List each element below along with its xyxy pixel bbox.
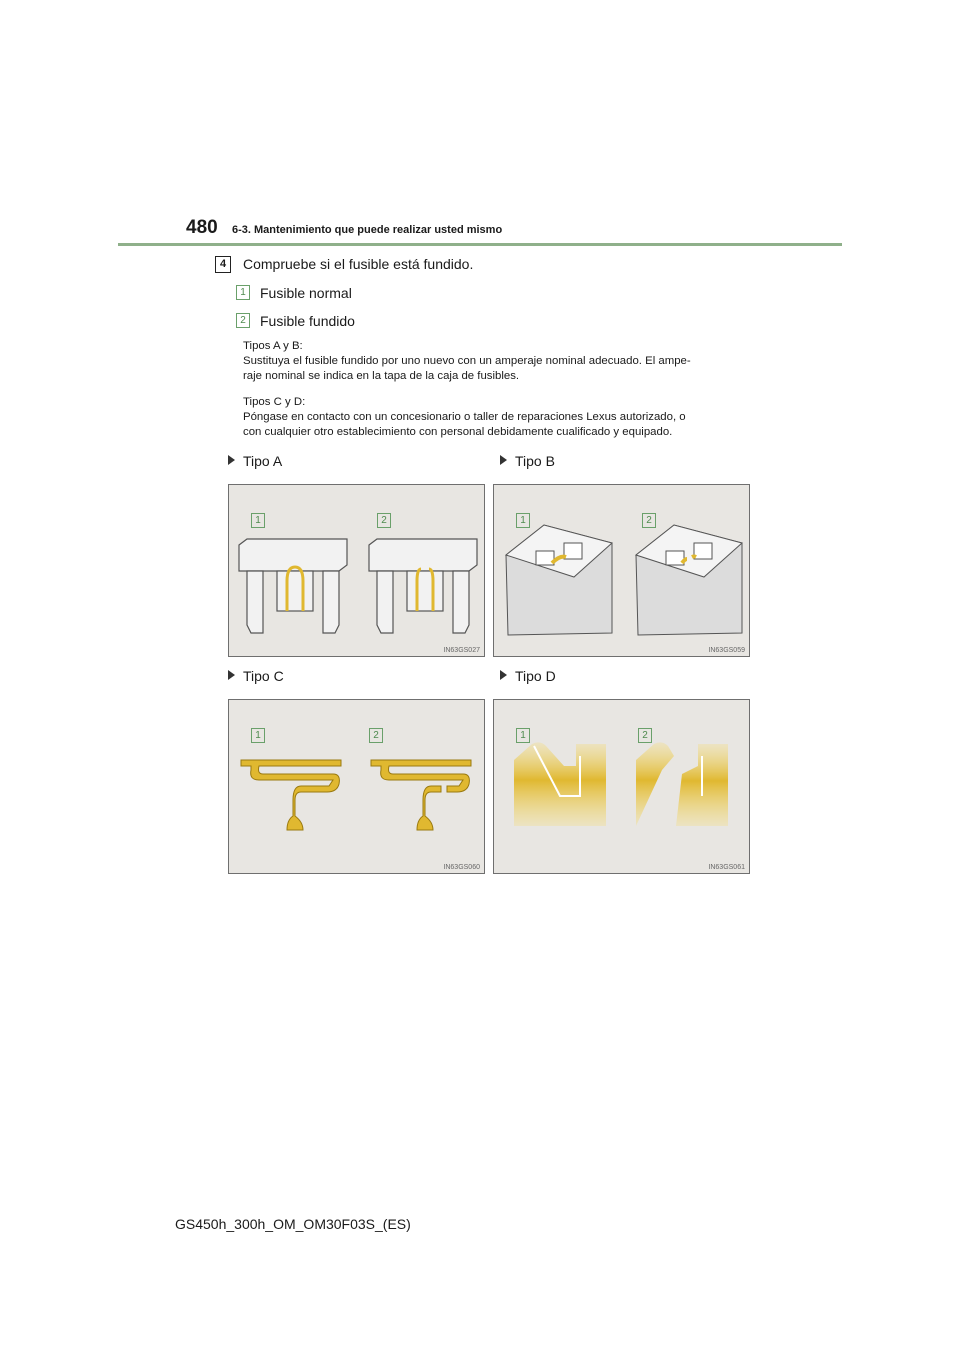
step-number-badge: 4 [215, 256, 231, 273]
fuse-figure-type-d [493, 699, 750, 874]
fuse-element-illustration [229, 700, 486, 875]
callout-normal: 1 [251, 728, 265, 743]
callout-blown: 2 [377, 513, 391, 528]
normal-fuse-icon [241, 760, 341, 830]
triangle-bullet-icon [228, 455, 235, 465]
blade-fuse-illustration [229, 485, 486, 658]
blown-fuse-icon [369, 539, 477, 633]
triangle-bullet-icon [228, 670, 235, 680]
header-rule [118, 243, 842, 246]
type-a-label: Tipo A [228, 453, 282, 469]
figure-code: IN63GS060 [443, 864, 480, 871]
figure-code: IN63GS059 [708, 647, 745, 654]
note-line: raje nominal se indica en la tapa de la caja de fusibles. [243, 370, 520, 382]
blown-fuse-icon [636, 742, 728, 826]
step-instruction: Compruebe si el fusible está fundido. [243, 256, 474, 272]
fuse-figure-type-a [228, 484, 485, 657]
fuse-figure-type-b [493, 484, 750, 657]
footer-doc-code: GS450h_300h_OM_OM30F03S_(ES) [175, 1216, 411, 1232]
blown-fuse-icon [636, 525, 742, 635]
note-heading: Tipos A y B: [243, 340, 303, 352]
note-line: con cualquier otro establecimiento con personal debidamente cualificado y equipado. [243, 426, 673, 438]
note-line: Póngase en contacto con un concesionario o taller de reparaciones Lexus autorizado, o [243, 411, 686, 423]
triangle-bullet-icon [500, 670, 507, 680]
figure-code: IN63GS027 [443, 647, 480, 654]
section-title: 6-3. Mantenimiento que puede realizar usted mismo [232, 224, 503, 236]
type-b-label: Tipo B [500, 453, 555, 469]
fuse-figure-type-c [228, 699, 485, 874]
fusible-link-illustration [494, 700, 751, 875]
figure-code: IN63GS061 [708, 864, 745, 871]
note-types-c-d [243, 395, 763, 440]
callout-normal: 1 [516, 513, 530, 528]
item-label-blown: Fusible fundido [260, 313, 355, 329]
normal-fuse-icon [239, 539, 347, 633]
type-d-label: Tipo D [500, 668, 556, 684]
callout-blown: 2 [642, 513, 656, 528]
callout-blown: 2 [638, 728, 652, 743]
item-number-badge: 2 [236, 313, 250, 328]
callout-normal: 1 [251, 513, 265, 528]
normal-fuse-icon [514, 742, 606, 826]
triangle-bullet-icon [500, 455, 507, 465]
type-c-label: Tipo C [228, 668, 284, 684]
callout-blown: 2 [369, 728, 383, 743]
blown-fuse-icon [371, 760, 471, 830]
note-types-a-b [243, 339, 763, 384]
item-number-badge: 1 [236, 285, 250, 300]
callout-normal: 1 [516, 728, 530, 743]
normal-fuse-icon [506, 525, 612, 635]
note-line: Sustituya el fusible fundido por uno nuevo con un amperaje nominal adecuado. El ampe- [243, 355, 691, 367]
page-number: 480 [186, 217, 218, 238]
item-label-normal: Fusible normal [260, 285, 352, 301]
cartridge-fuse-illustration [494, 485, 751, 658]
note-heading: Tipos C y D: [243, 396, 306, 408]
